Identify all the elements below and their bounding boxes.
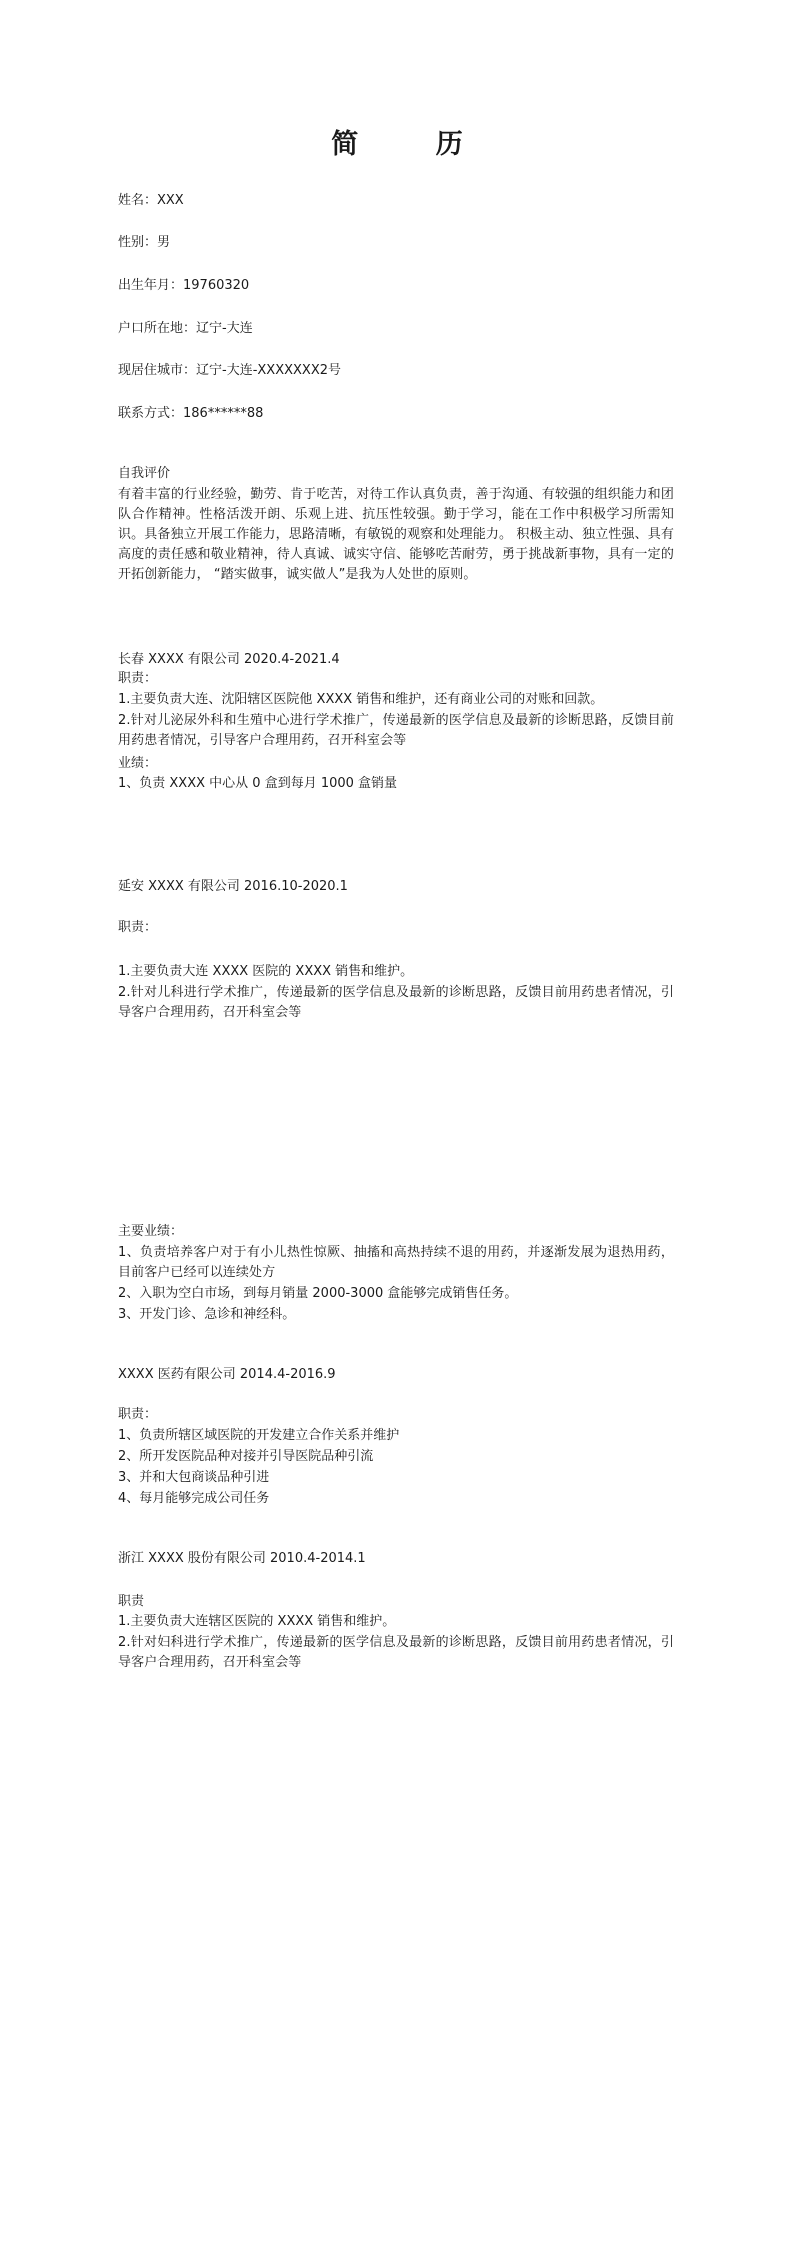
job1-duty-heading: 职责： [118,671,158,686]
job3-duty-heading: 职责： [118,1407,158,1422]
contact-field: 联系方式：186******88 [118,406,264,421]
job2-company: 延安 XXXX 有限公司 2016.10-2020.1 [118,879,348,894]
job3-duty-3: 3、并和大包商谈品种引进 [118,1470,270,1485]
job2-duty-heading: 职责： [118,920,158,935]
job3-duty-2: 2、所开发医院品种对接并引导医院品种引流 [118,1449,374,1464]
job1-perf-heading: 业绩： [118,756,158,771]
job4-duty-heading: 职责 [118,1594,145,1609]
self-eval-text: 有着丰富的行业经验，勤劳、肯于吃苦，对待工作认真负责，善于沟通、有较强的组织能力和团队合作精神。性格活泼开朗、乐观上进、抗压性较强。勤于学习，能在工作中积极学习所需知识。具备独立开展工作能力，思路清晰，有敏锐的观察和处理能力。 积极主动、独立性强、具有高度的责任感和敬业精神，待人真诚、诚实守信、能够吃苦耐劳，勇于挑战新事物，具有一定的开拓创新能力， “踏实做事，诚实做人”是我为人处世的原则。 [118,487,674,582]
gender-field: 性别：男 [118,235,171,250]
job2-duty-2: 2.针对儿科进行学术推广，传递最新的医学信息及最新的诊断思路，反馈目前用药患者情况，引导客户合理用药，召开科室会等 [118,985,674,1020]
job2-perf-2: 2、入职为空白市场，到每月销量 2000-3000 盒能够完成销售任务。 [118,1286,518,1301]
job4-duty-1: 1.主要负责大连辖区医院的 XXXX 销售和维护。 [118,1614,396,1629]
birth-date-field: 出生年月：19760320 [118,278,250,293]
job2-duty-1: 1.主要负责大连 XXXX 医院的 XXXX 销售和维护。 [118,964,414,979]
hukou-field: 户口所在地：辽宁-大连 [118,321,253,336]
page-title: 简 历 [331,129,497,160]
job2-perf-1: 1、负责培养客户对于有小儿热性惊厥、抽搐和高热持续不退的用药，并逐渐发展为退热用药，目前客户已经可以连续处方 [118,1245,674,1280]
job4-company: 浙江 XXXX 股份有限公司 2010.4-2014.1 [118,1551,366,1566]
job1-perf-1: 1、负责 XXXX 中心从 0 盒到每月 1000 盒销量 [118,776,398,791]
residence-field: 现居住城市：辽宁-大连-XXXXXXX2号 [118,363,341,378]
job3-company: XXXX 医药有限公司 2014.4-2016.9 [118,1367,336,1382]
job3-duty-1: 1、负责所辖区域医院的开发建立合作关系并维护 [118,1428,400,1443]
job3-duty-4: 4、每月能够完成公司任务 [118,1491,270,1506]
job1-company: 长春 XXXX 有限公司 2020.4-2021.4 [118,652,340,667]
job1-duty-1: 1.主要负责大连、沈阳辖区医院他 XXXX 销售和维护，还有商业公司的对账和回款。 [118,692,604,707]
job1-duty-2: 2.针对儿泌尿外科和生殖中心进行学术推广，传递最新的医学信息及最新的诊断思路，反馈目前用药患者情况，引导客户合理用药，召开科室会等 [118,713,674,748]
job2-perf-heading: 主要业绩： [118,1224,184,1239]
name-field: 姓名：XXX [118,193,184,208]
job4-duty-2: 2.针对妇科进行学术推广，传递最新的医学信息及最新的诊断思路，反馈目前用药患者情况，引导客户合理用药，召开科室会等 [118,1635,674,1670]
job2-perf-3: 3、开发门诊、急诊和神经科。 [118,1307,296,1322]
self-eval-heading: 自我评价 [118,466,171,481]
